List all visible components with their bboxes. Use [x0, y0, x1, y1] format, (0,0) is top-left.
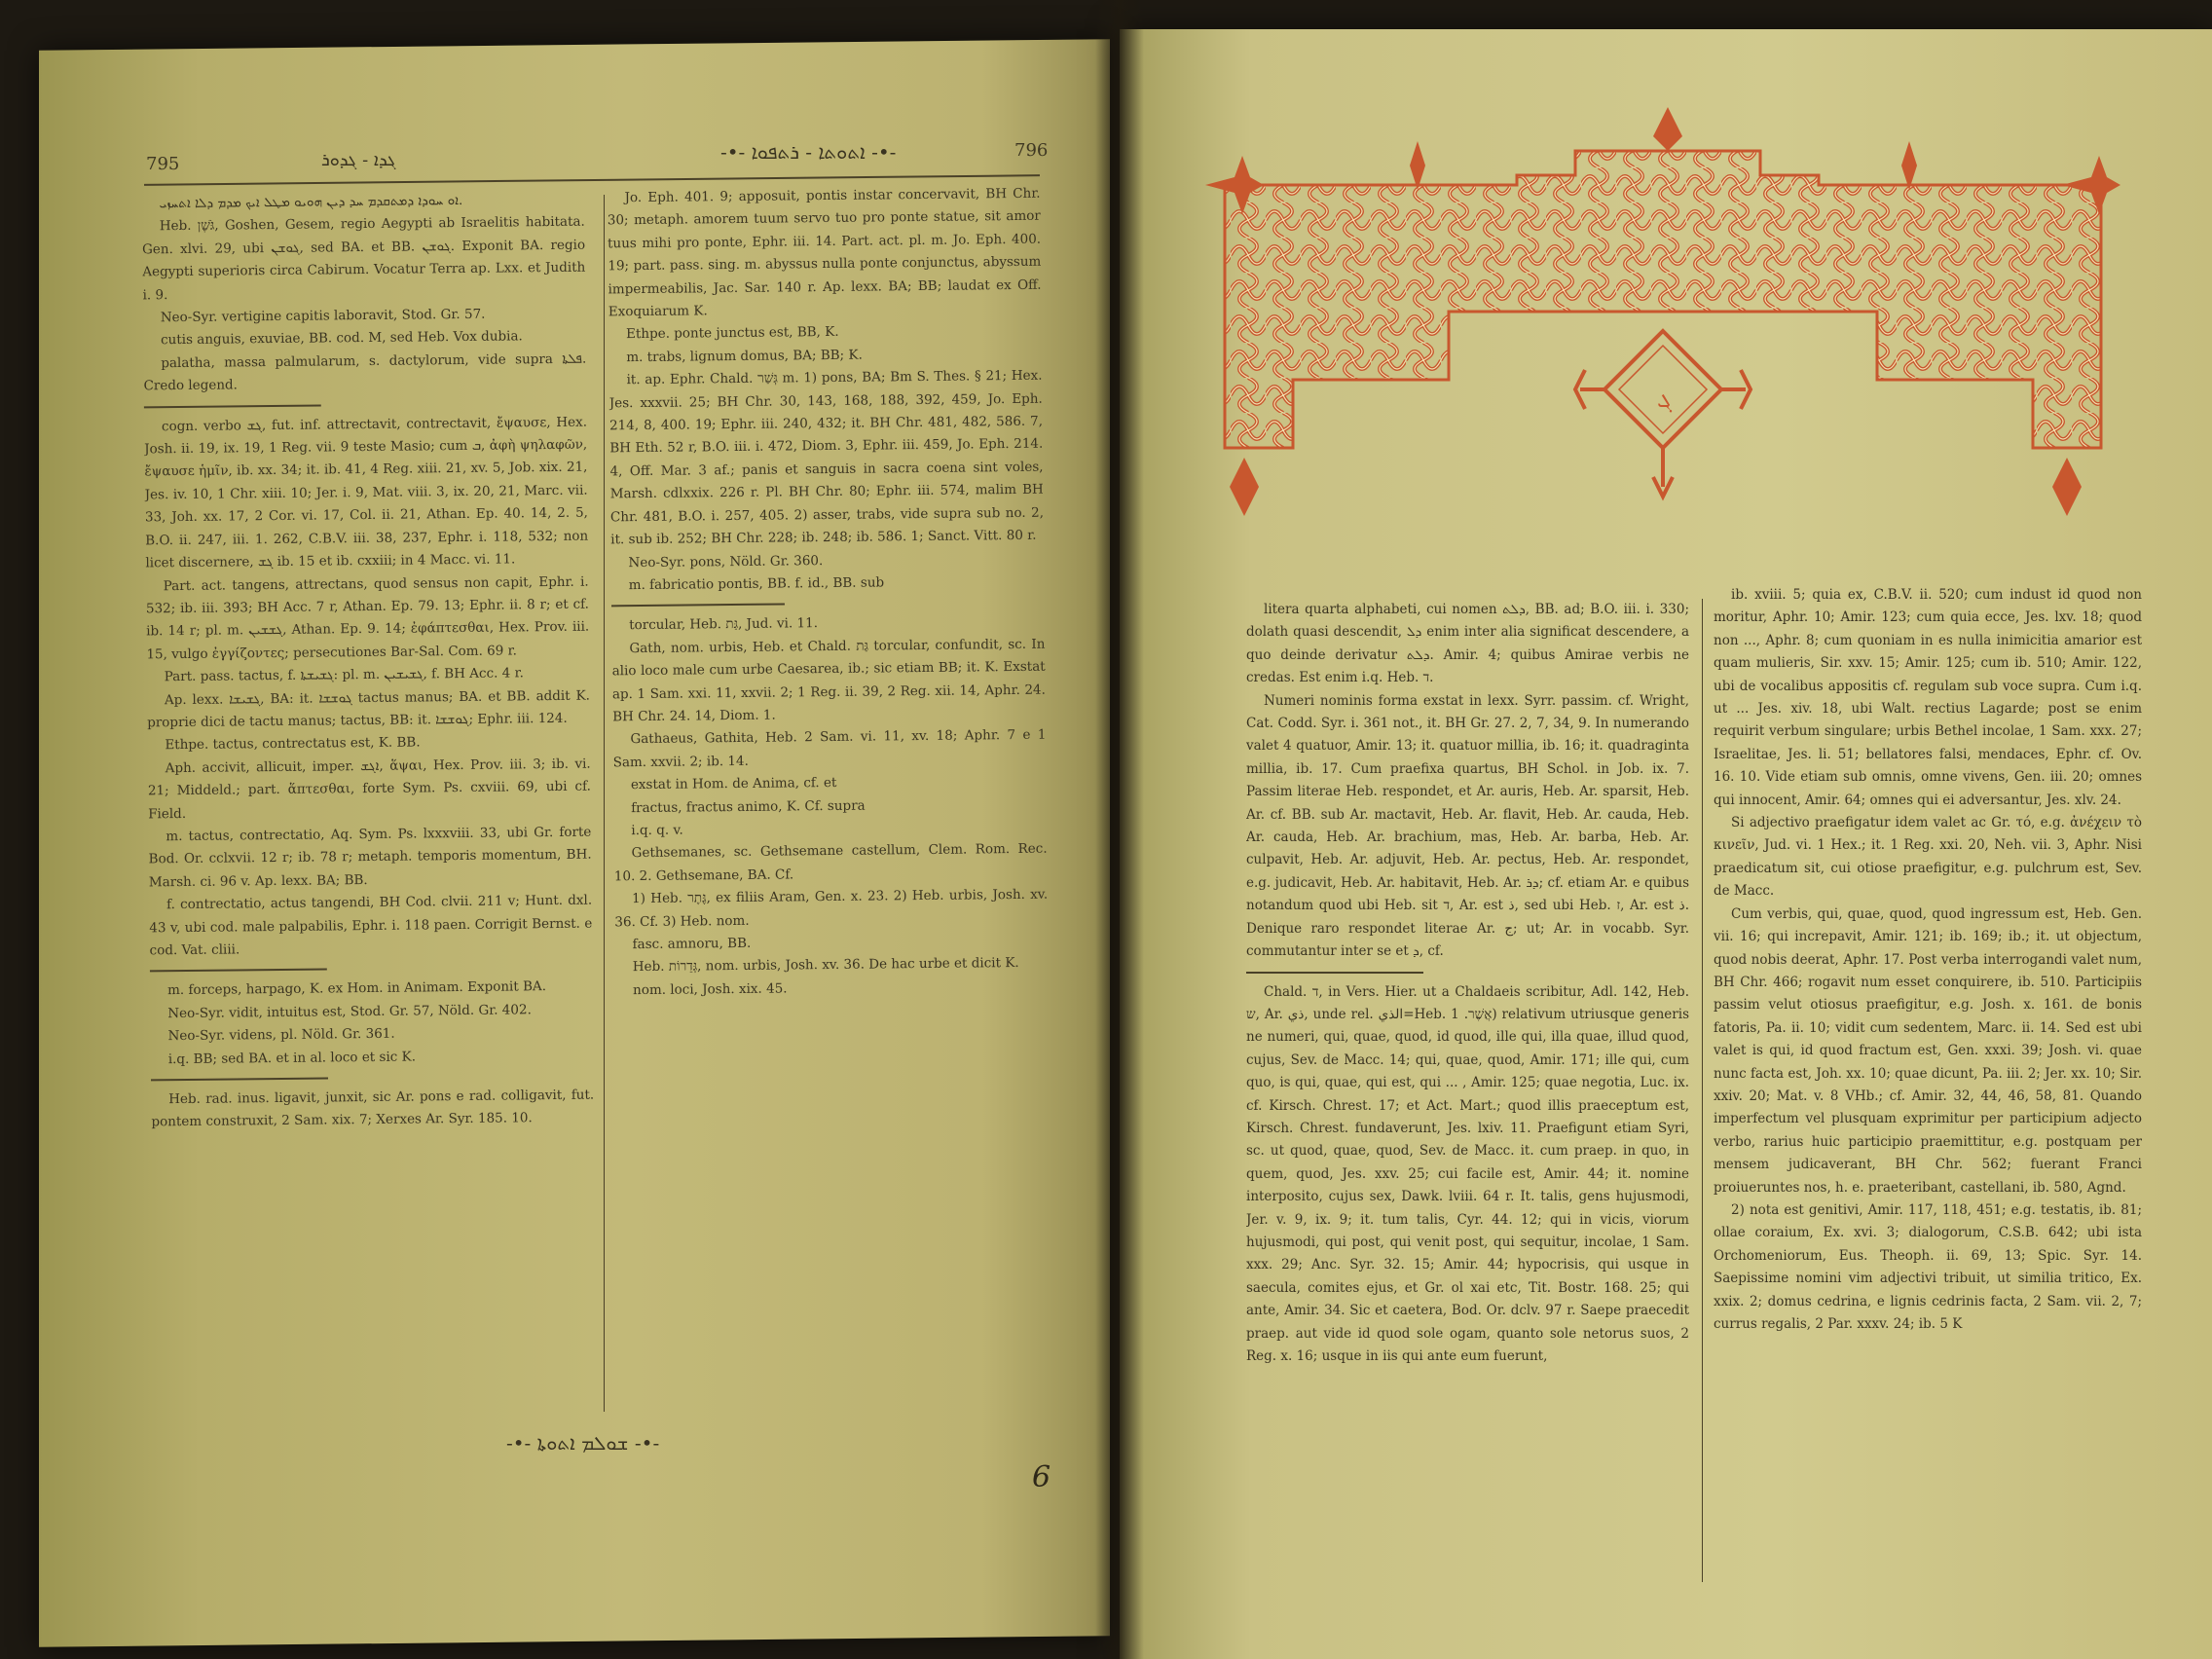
entry-separator [1246, 972, 1423, 974]
entry: it. ap. Ephr. Chald. גְּשַׁר m. 1) pons, BA; Bm S. Thes. § 21; Hex. Jes. xxxvii. 25; BH Chr. 30, 143, 168, 188, 392, 459, Jo. Eph. 214, 8, 400. 19; Ephr. iii. 240, 432; it. BH Chr. 481, 482, 586. 7, BH Eth. 52 r, B.O. iii. i. 472, Diom. 3, Ephr. iii. 459, Jo. Eph. 214. 4, Off. Mar. 3 af.; panis et sanguis in sacra coena sint voles, Marsh. cdlxxix. 226 r. Pl. BH Chr. 80; Ephr. iii. 574, malim BH Chr. 481, B.O. i. 257, 405. 2) asser, trabs, vide supra sub no. 2, it. sub ib. 252; BH Chr. 228; ib. 248; ib. 586. 1; Sanct. Vitt. 80 r. [608, 367, 1045, 548]
entry: Chald. ד, in Vers. Hier. ut a Chaldaeis scribitur, Adl. 142, Heb. ש, Ar. ذي, unde rel. الذي=Heb. אֲשֶׁר. 1) relativum utriusque generis ne numeri, qui, quae, quod, id quod, ille qui, illa quae, illud quod, cujus, Sev. de Macc. 14; qui, quae, quod, Amir. 171; ille qui, cum quo, is qui, quae, qui est, qui ... , Amir. 125; quae negotia, Luc. ix. cf. Kirsch. Chrest. 17; et Act. Mart.; quod illis praeceptum est, Kirsch. Chrest. fundaverunt, Jes. lxiv. 11. Praefigunt etiam Syri, sc. ut quod, quae, quod, Sev. de Macc. it. cum praep. in quo, in quem, quod, Jes. xxv. 25; cui facile est, Amir. 44; it. nomine interposito, cujus sex, Dawk. lviii. 64 r. It. talis, gens hujusmodi, Jer. v. 9, ix. 9; it. tum talis, Cyr. 44. 12; qui in vicis, viorum hujusmodi, qui post, qui venit post, qui sequitur, incolae, 1 Sam. xxx. 29; Anc. Syr. 32. 15; Amir. 44; hypocrisis, qui usque in saecula, comites ejus, et Gr. ol xai etc, Tit. Bostr. 168. 25; qui ante, Amir. 34. Sic et caetera, Bod. Or. dclv. 97 r. Saepe praecedit praep. aut vide id quod sole ogam, quanto sole netorus suos, 2 Reg. x. 16; usque in iis qui ante eum fuerunt, [1246, 983, 1689, 1364]
page-number-left: 795 [146, 154, 180, 174]
entry: Neo-Syr. vertigine capitis laboravit, Stod. Gr. 57. [160, 306, 486, 326]
footer-ornament: -•- ܫܘܠܡ ܐܬܘܬܐ -•- [506, 1431, 660, 1455]
entry: Part. pass. tactus, f. ܓܫܝܫܬܐ: pl. m. ܓܫܝܫܝܢ, f. BH Acc. 4 r. [164, 665, 524, 685]
entry: fasc. amnoru, BB. [632, 935, 752, 953]
entry: i.q. q. v. [631, 822, 683, 839]
entry: Gethsemanes, sc. Gethsemane castellum, Clem. Rom. Rec. 10. 2. Gethsemane, BA. Cf. [613, 841, 1048, 885]
running-head-small: ܓܕܐ - ܓܕܘܪ [321, 150, 396, 170]
entry: Neo-Syr. videns, pl. Nöld. Gr. 361. [167, 1025, 395, 1045]
entry: nom. loci, Josh. xix. 45. [633, 980, 788, 998]
headpiece-letter: ܓ [1657, 386, 1673, 413]
entry: Jo. Eph. 401. 9; apposuit, pontis instar concervavit, BH Chr. 30; metaph. amorem tuum servo tuo pro ponte statue, sit amor tuus mihi pro ponte, Ephr. iii. 14. Part. act. pl. m. Jo. Eph. 400. 19; part. pass. sing. m. abyssus nulla ponte conjunctus, abyssum impermeabilis, Jac. Sar. 140 r. Ap. lexx. BA; BB; laudat ex Off. Exoquiarum K. [607, 185, 1042, 320]
entry: f. contrectatio, actus tangendi, BH Cod. clvii. 211 v; Hunt. dxl. 43 v, ubi cod. male palpabilis, Ephr. i. 118 paen. Corrigit Bernst. e cod. Vat. cliii. [149, 892, 593, 959]
entry: cogn. verbo ܓܫ, fut. inf. attrectavit, contrectavit, ἔψαυσε, Hex. Josh. ii. 19, ix. 19, 1 Reg. vii. 9 teste Masio; cum ܒ, ἀφὴ ψηλαφῶν, ἔψαυσε ἡμῖν, ib. xx. 34; it. ib. 41, 4 Reg. xiii. 21, xv. 5, Job. xix. 21, Jes. iv. 10, 1 Chr. xiii. 10; Jer. i. 9, Mat. viii. 3, ix. 20, 21, Marc. vii. 33, Joh. xx. 17, 2 Cor. vi. 17, Col. ii. 21, Athan. Ep. 40. 14, 2. 5, B.O. ii. 247, iii. 1. 262, C.B.V. iii. 38, 237, Ephr. i. 118, 532; non licet discernere, ܓܫ ib. 15 et ib. cxxiii; in 4 Macc. vi. 11. [144, 414, 589, 571]
entry: ib. xviii. 5; quia ex, C.B.V. ii. 520; cum indust id quod non moritur, Aphr. 10; Amir. 123; cum quia ecce, Jes. lxv. 18; quod non ..., Aphr. 8; cum quoniam in es nulla inimicitia amarior est quam mulieris, Sir. xxv. 15; Amir. 125; cum ib. 510; Amir. 122, ubi de vocalibus appositis cf. regulam sub voce supra. Cum i.q. ut ... Jes. xiv. 18, ubi Walt. rectius Lagarde; post se enim requirit verbum singulare; urbis Bethel incolae, 1 Sam. xxx. 27; Israelitae, Jes. li. 51; bellatores falsi, mendaces, Ephr. cf. Ov. 16. 10. Vide etiam sub omnis, omne vivens, Gen. iii. 20; omnes qui innocent, Amir. 64; omnes qui ei adversantur, Jes. xlv. 24. [1714, 587, 2142, 808]
entry: exstat in Hom. de Anima, cf. et [630, 775, 837, 793]
left-column-2 [607, 183, 1052, 1405]
entry: Neo-Syr. pons, Nöld. Gr. 360. [628, 552, 824, 571]
entry-separator [151, 1077, 328, 1081]
entry: m. tactus, contrectatio, Aq. Sym. Ps. lxxxviii. 33, ubi Gr. forte Bod. Or. cclxvii. 12 r; ib. 78 r; metaph. temporis momentum, BH. Marsh. ci. 96 v. Ap. lexx. BA; BB. [148, 824, 592, 891]
interlace-headpiece [1196, 97, 2130, 574]
entry: fractus, fractus animo, K. Cf. supra [631, 797, 866, 816]
entry: 2) nota est genitivi, Amir. 117, 118, 451; e.g. testatis, ib. 81; ollae coraium, Ex. xvi. 3; dialogorum, C.S.B. 642; ubi ista Orchomeniorum, Eus. Theoph. ii. 69, 13; Spic. Syr. 14. Saepissime nomini vim adjectivi tribuit, ut similia tritico, Ex. xxix. 2; domus cedrina, e lignis cedrinis facta, 2 Sam. vii. 2, 7; currus regalis, 2 Par. xxxv. 24; ib. 5 K [1714, 1201, 2142, 1332]
entry: Neo-Syr. vidit, intuitus est, Stod. Gr. 57, Nöld. Gr. 402. [167, 1002, 532, 1021]
entry: Gath, nom. urbis, Heb. et Chald. גַּת torcular, confundit, sc. In alio loco male cum urbe Caesarea, ib.; sic etiam BB; it. K. Exstat ap. 1 Sam. xxi. 11, xxvii. 2; 1 Reg. ii. 39, 2 Reg. xii. 14, Aphr. 24. BH Chr. 24. 14, Diom. 1. [611, 636, 1046, 725]
book-gutter [1095, 0, 1144, 1659]
entry: Ethpe. tactus, contrectatus est, K. BB. [165, 734, 421, 754]
entry: Ap. lexx. ܓܫܝܫܐ, BA: it. ܓܘܫܫܐ tactus manus; BA. et BB. addit K. proprie dici de tactu manus; tactus, BB: it. ܓܘܫܫܐ; Ephr. iii. 124. [147, 687, 590, 731]
entry: m. trabs, lignum domus, BA; BB; K. [626, 347, 863, 366]
entry: Gathaeus, Gathita, Heb. 2 Sam. vi. 11, xv. 18; Aphr. 7 e 1 Sam. xxvii. 2; ib. 14. [612, 727, 1047, 771]
signature-mark: 6 [1032, 1460, 1051, 1494]
entry: Cum verbis, qui, quae, quod, quod ingressum est, Heb. Gen. vii. 16; qui increpavit, Amir. 121; ib. 169; ib.; it. ut objectum, quod nobis deerat, Aphr. 17. Post verba interrogandi valet num, BH Chr. 466; rogavit num esset conquirere, ib. 510. Participiis passim velut otiosus praefigitur, e.g. Josh. x. 161. de bonis fatoris, Pa. ii. 10; vidit cum sedentem, Marc. ii. 14. Sed est ubi valet is qui, id quod fractum est, Gen. xxxi. 39; Josh. vi. quae nunc facta est, Joh. xx. 10; quae dicunt, Pa. iii. 2; Jer. xx. 10; Sir. xxiv. 20; Mat. v. 8 VHb.; cf. Amir. 32, 44, 46, 58, 81. Quando imperfectum vel plusquam exprimitur per participium adjecto verbo, rarius huic participio praemittitur, e.g. postquam per mensem judicaverant, BH Chr. 562; fuerant Franci proiueruntes nos, h. e. praeteribant, castellani, ib. 580, Agnd. [1714, 905, 2142, 1196]
page-number-right: 796 [1014, 140, 1049, 161]
entry: m. forceps, harpago, K. ex Hom. in Animam. Exponit BA. [166, 978, 547, 999]
entry: Ethpe. ponte junctus est, BB, K. [625, 324, 839, 343]
entry: Part. act. tangens, attrectans, quod sensus non capit, Ephr. i. 532; ib. iii. 393; BH Acc. 7 r, Athan. Ep. 79. 13; Ephr. ii. 8 r; et cf. ib. 14 r; pl. m. ܓܫܫܝܢ, Athan. Ep. 9. 14; ἐφάπτεσθαι, Hex. Prov. iii. 15, vulgo ἐγγίζοντες; persecutiones Bar-Sal. Com. 69 r. [145, 573, 590, 663]
entry: Heb. גֹּשֶׁן, Goshen, Gesem, regio Aegypti ab Israelitis habitata. Gen. xlvi. 29, ubi ܓܘܫܢ, sed BA. et BB. ܓܘܫܢ. Exponit BA. regio Aegypti superioris circa Cabirum. Vocatur Terra ap. Lxx. et Judith i. 9. [141, 214, 586, 304]
entry: palatha, massa palmularum, s. dactylorum, vide supra ܦܠܬܐ. Credo legend. [143, 350, 587, 394]
right-column-2 [1714, 584, 2142, 1587]
entry: Si adjectivo praefigatur idem valet ac Gr. τό, e.g. ἀνέχειν τὸ κινεῖν, Jud. vi. 1 Hex.; it. 1 Reg. xxi. 20, Neh. vii. 3, Aphr. Nisi praedicatum sit, cui otiose praefigitur, e.g. pulchrum est, Sev. de Macc. [1714, 815, 2142, 900]
entry-separator [144, 404, 321, 408]
entry-separator [611, 604, 785, 608]
entry: Heb. גְּדֵרוֹת, nom. urbis, Josh. xv. 36. De hac urbe et dicit K. [632, 955, 1019, 976]
left-column-1 [141, 189, 597, 1411]
running-head: -•- ܐܬܘܬܐ - ܪܬܦܘܐ -•- [720, 140, 897, 164]
column-divider [1702, 599, 1703, 1582]
entry: litera quarta alphabeti, cui nomen ܕܠܬ, BB. ad; B.O. iii. i. 330; dolath quasi descendit, ܕܠ enim inter alia significat descendere, a quo deinde derivatur ܕܠܬ. Amir. 4; quibus Amirae verbis ne credas. Est enim i.q. Heb. ד. [1246, 602, 1689, 686]
entry: 1) Heb. גֶּתֶר, ex filiis Aram, Gen. x. 23. 2) Heb. urbis, Josh. xv. 36. Cf. 3) Heb. nom. [614, 886, 1049, 930]
entry: m. fabricatio pontis, BB. f. id., BB. sub [628, 574, 885, 594]
entry: Aph. accivit, allicuit, imper. ܐܓܫ, ἅψαι, Hex. Prov. iii. 3; ib. vi. 21; Middeld.; part. ἅπτεσθαι, forte Sym. Ps. cxviii. 69, ubi cf. Field. [147, 756, 591, 822]
column-divider [604, 195, 605, 1412]
entry: i.q. BB; sed BA. et in al. loco et sic K. [167, 1049, 417, 1067]
right-column-1 [1246, 599, 1689, 1592]
headpiece-pendant [1575, 331, 1751, 497]
entry-separator [150, 969, 327, 973]
entry: ܐܘ ܚܘܕܐ ܕܡܬܩܕܡ ܚܕ ܕܝܢ ܗܘܝܘ ܡܛܠ ܐܝܟ ܡܕܡ ܕܠܐ ܐܬܚܙܝ. [159, 192, 463, 212]
entry: Numeri nominis forma exstat in lexx. Syrr. passim. cf. Wright, Cat. Codd. Syr. i. 361 not., it. BH Gr. 27. 2, 7, 34, 9. In numerando valet 4 quatuor, Amir. 13; it. quatuor millia, ib. 16; it. quadraginta millia, ib. 17. Cum praefixa quartus, BH Schol. in Job. ix. 7. Passim literae Heb. respondet, et Ar. auris, Heb. Ar. sparsit, Heb. Ar. cf. BB. sub Ar. mactavit, Heb. Ar. flavit, Heb. Ar. cauda, Heb. Ar. cauda, Heb. Ar. brachium, mas, Heb. Ar. barba, Heb. Ar. culpavit, Heb. Ar. adjuvit, Heb. Ar. pectus, Heb. Ar. respondet, e.g. judicavit, Heb. Ar. habitavit, Heb. Ar. ܕܪ; cf. etiam Ar. e quibus notandum quod ubi Heb. sit ד, Ar. est ذ, sed ubi Heb. ז, Ar. est ذ. Denique raro respondet literae Ar. ج; ut; Ar. in vocabb. Syr. commutantur inter se et ܕ, cf. [1246, 692, 1689, 960]
entry: torcular, Heb. גַּת, Jud. vi. 11. [629, 615, 819, 634]
entry: Heb. rad. inus. ligavit, junxit, sic Ar. pons e rad. colligavit, fut. pontem construxit, 2 Sam. xix. 7; Xerxes Ar. Syr. 185. 10. [151, 1087, 595, 1130]
entry: cutis anguis, exuviae, BB. cod. M, sed Heb. Vox dubia. [160, 328, 523, 349]
